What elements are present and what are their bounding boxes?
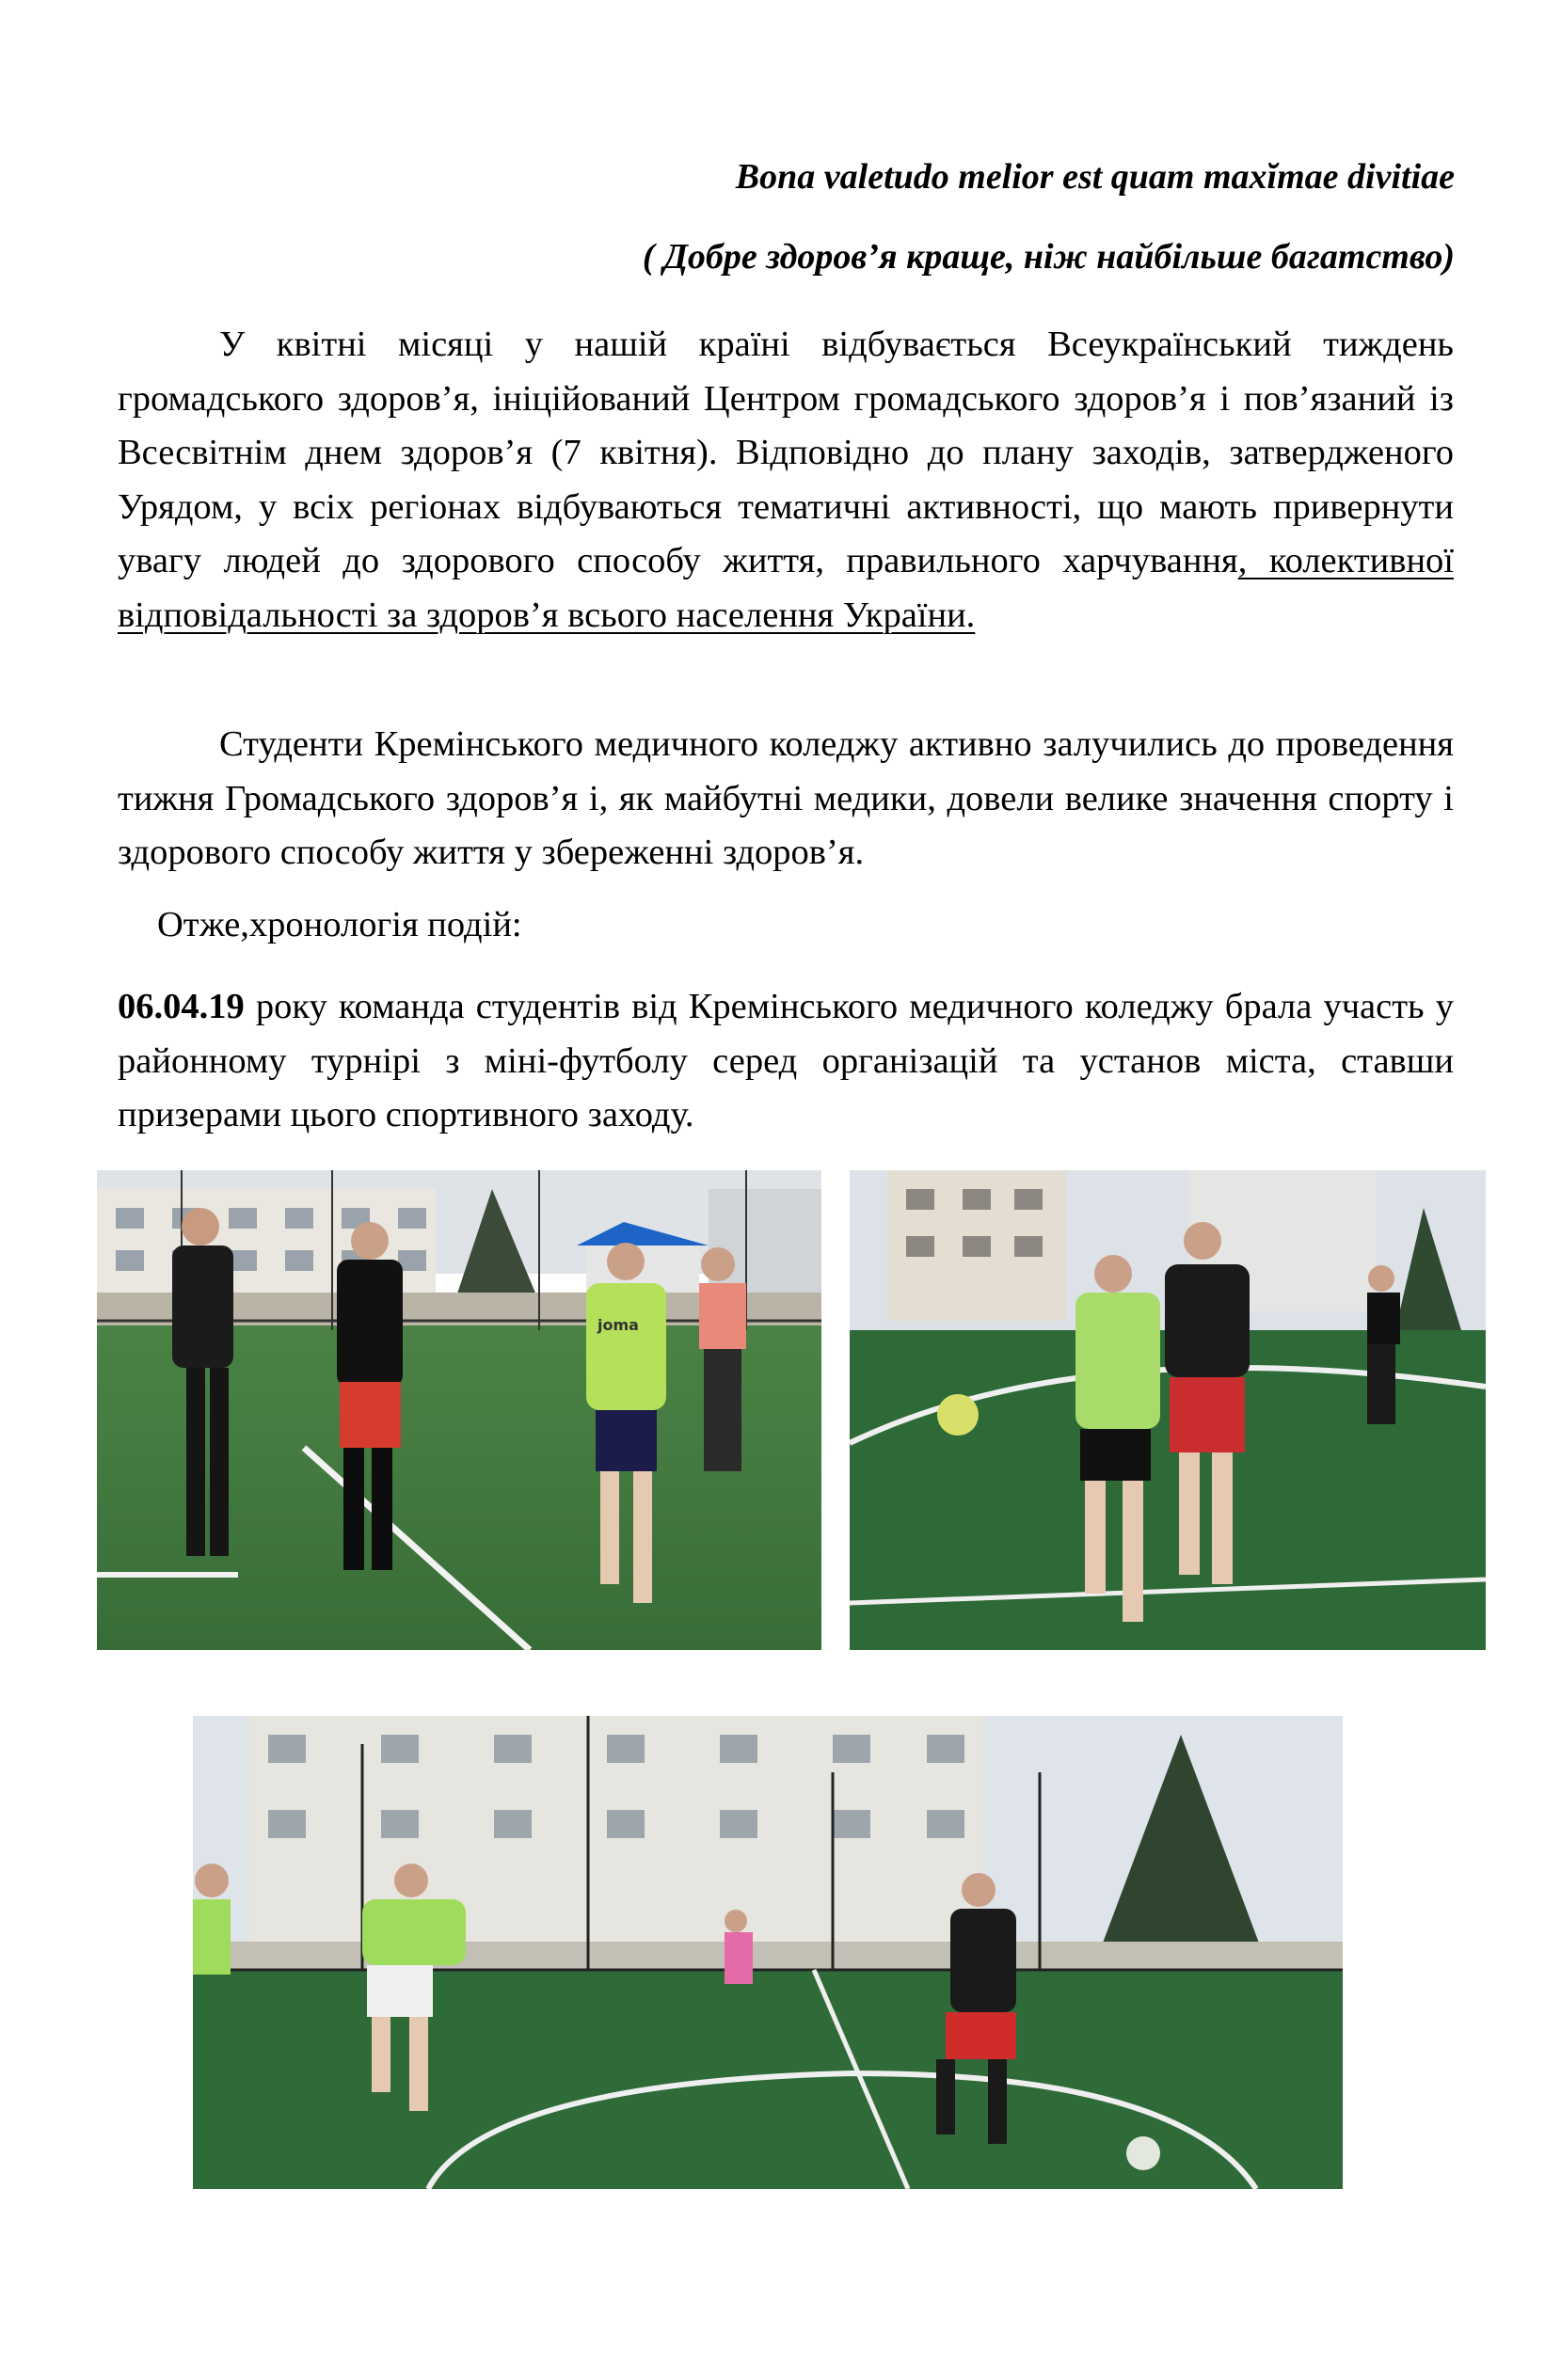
epigraph-translation: ( Добре здоров’я краще, ніж найбільше багатство) — [642, 237, 1455, 277]
bib-text: joma — [597, 1316, 639, 1334]
event-description: року команда студентів від Кремінського медичного коледжу брала участь у районному турнірі з міні-футболу серед організацій та установ міста, ставши призерами цього спортивного заходу. — [118, 987, 1454, 1134]
underlined-phrase: , колективної відповідальності за здоров’я всього населення України. — [118, 541, 1454, 635]
photo-match-field — [193, 1716, 1343, 2189]
epigraph-latin: Bona valetudo melior est quam maxĭmae divitiae — [735, 157, 1455, 197]
photo-ball-contest — [850, 1170, 1486, 1650]
paragraph-tournament — [118, 980, 1454, 1143]
paragraph-students: Студенти Кремінського медичного коледжу активно залучились до проведення тижня Громадського здоров’я і, як майбутні медики, довели велике значення спорту і здорового способу життя у збереженні здоров’я. — [118, 724, 1454, 872]
paragraph-chronology: Отже,хронологія подій: — [157, 905, 522, 944]
event-date: 06.04.19 — [118, 987, 245, 1026]
paragraph-health-week-text: У квітні місяці у нашій країні відбувається Всеукраїнський тиждень громадського здоров’я, ініційований Центром громадського здоров’я і пов’язаний із Всесвітнім днем здоров’я (7 квітня). Відповідно до плану заходів, затвердженого Урядом, у всіх регіонах відбуваються тематичні активності, що мають привернути увагу людей до здорового способу життя, правильного харчування — [118, 325, 1454, 580]
paragraph-health-week — [118, 318, 1454, 643]
photo-players-walking — [97, 1170, 821, 1650]
